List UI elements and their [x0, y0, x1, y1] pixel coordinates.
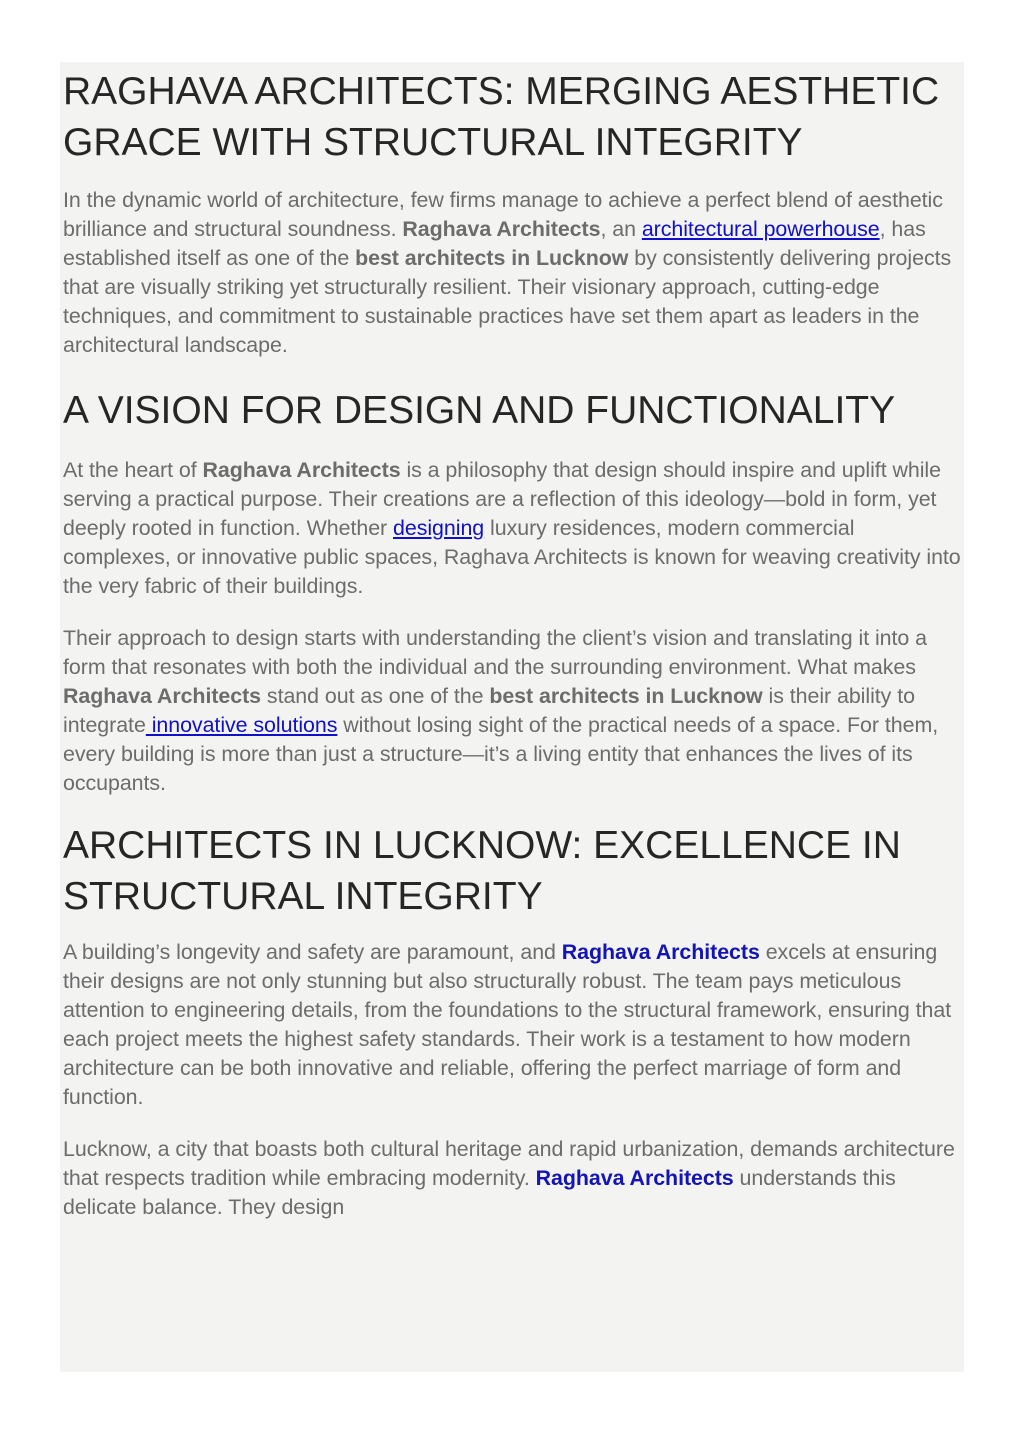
text-run: Their approach to design starts with understanding the client’s vision and translating it into a form that resonates with both the individual and the surrounding environment. What makes — [63, 625, 928, 679]
text-run: stand out as one of the — [261, 683, 490, 708]
article-title: RAGHAVA ARCHITECTS: MERGING AESTHETIC GRACE WITH STRUCTURAL INTEGRITY — [63, 70, 940, 164]
text-run: is a philosophy that design should inspire and uplift while serving a practical purpose. Their creations are a reflection of this ideology—bold in form, yet deeply rooted in function. Whether — [63, 458, 941, 541]
text-run: is their ability to integrate — [63, 683, 915, 737]
text-run: understands this delicate balance. They design — [63, 1165, 896, 1219]
section-heading-lucknow: ARCHITECTS IN LUCKNOW: EXCELLENCE IN STRUCTURAL INTEGRITY — [63, 824, 901, 919]
designing-link[interactable]: designing — [393, 516, 485, 541]
article-content — [60, 62, 964, 1372]
section-heading-vision: A VISION FOR DESIGN AND FUNCTIONALITY — [63, 389, 896, 433]
text-run: excels at ensuring their designs are not only stunning but also structurally robust. The team pays meticulous attention to engineering details, from the foundations to the structural framework, ensuring that each project meets the highest safety standards. Their work is a testament to how modern architecture can be both innovative and reliable, offering the perfect marriage of form and function. — [63, 940, 952, 1109]
text-run: , an — [600, 216, 642, 241]
bold-best-architects: best architects in Lucknow — [489, 683, 763, 708]
raghava-architects-link[interactable]: Raghava Architects — [535, 1165, 734, 1190]
text-run: luxury residences, modern commercial complexes, or innovative public spaces, Raghava Architects is known for weaving creativity into the very fabric of their buildings. — [63, 516, 961, 599]
innovative-solutions-link[interactable]: innovative solutions — [145, 712, 338, 737]
text-run: , has established itself as one of the — [63, 216, 926, 270]
bold-firm-name: Raghava Architects — [402, 216, 601, 241]
vision-paragraph-1 — [63, 456, 962, 601]
lucknow-paragraph-1 — [63, 938, 962, 1111]
lucknow-paragraph-2 — [63, 1135, 962, 1222]
raghava-architects-link[interactable]: Raghava Architects — [555, 940, 760, 965]
text-run: by consistently delivering projects that are visually striking yet structurally resilient. Their visionary approach, cutting-edge techniques, and commitment to sustainable practices have set them apart as leaders in the architectural landscape. — [63, 245, 952, 357]
text-run: At the heart of — [63, 458, 203, 483]
vision-paragraph-2 — [63, 624, 962, 797]
architectural-powerhouse-link[interactable]: architectural powerhouse — [641, 216, 880, 241]
text-run: without losing sight of the practical needs of a space. For them, every building is more than just a structure—it’s a living entity that enhances the lives of its occupants. — [63, 712, 939, 795]
text-run: Lucknow, a city that boasts both cultural heritage and rapid urbanization, demands architecture that respects tradition while embracing modernity. — [63, 1136, 955, 1190]
bold-firm-name: Raghava Architects — [202, 458, 401, 483]
text-run: In the dynamic world of architecture, few firms manage to achieve a perfect blend of aesthetic brilliance and structural soundness. — [63, 188, 943, 241]
text-run: A building’s longevity and safety are paramount, and — [63, 940, 556, 965]
bold-best-architects: best architects in Lucknow — [355, 245, 629, 270]
bold-firm-name: Raghava Architects — [63, 683, 262, 708]
intro-paragraph — [63, 186, 962, 359]
